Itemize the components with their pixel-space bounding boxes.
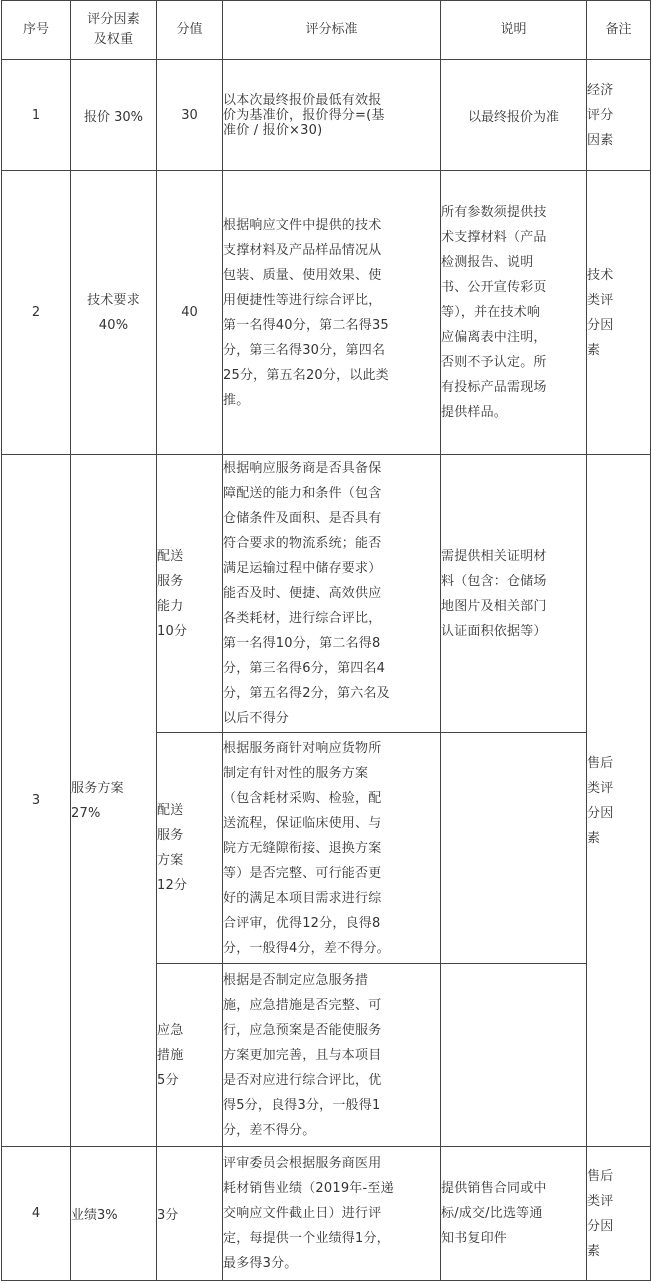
header-factor: 评分因素 及权重 — [71, 1, 157, 60]
row-remark: 技术 类评 分因 素 — [587, 171, 651, 455]
sub-item-explain — [441, 733, 587, 964]
sub-item-criteria: 根据响应服务商是否具备保 障配送的能力和条件（包含 仓储条件及面积、是否具有 符合要求的物流系统；能否 满足运输过程中储存要求） 能否及时、便捷、高效供应 各类耗材，进行综合评比， 第一名得10分，第二名得8 分，第三名得6分，第四名4 分，第五名得2分，第六名及 以后不得分 — [223, 455, 441, 733]
table-row — [2, 1147, 651, 1281]
sub-item-label: 应急 措施 5分 — [157, 964, 223, 1147]
sub-item-label: 配送 服务 方案 12分 — [157, 733, 223, 964]
row-factor: 服务方案 27% — [71, 455, 157, 1147]
sub-item-explain — [441, 964, 587, 1147]
sub-item-criteria: 根据是否制定应急服务措 施，应急措施是否完整、可 行，应急预案是否能使服务 方案更加完善，且与本项目 是否对应进行综合评比，优 得5分，良得3分，一般得1 分，差不得分。 — [223, 964, 441, 1147]
sub-item-label: 配送 服务 能力 10分 — [157, 455, 223, 733]
row-seq: 2 — [2, 171, 71, 455]
row-remark: 经济 评分 因素 — [587, 60, 651, 171]
row-seq: 4 — [2, 1147, 71, 1281]
header-remark: 备注 — [587, 1, 651, 60]
row-explain: 以最终报价为准 — [441, 60, 587, 171]
header-score: 分值 — [157, 1, 223, 60]
row-factor: 业绩3% — [71, 1147, 157, 1281]
table-row — [2, 171, 651, 455]
header-seq: 序号 — [2, 1, 71, 60]
row-criteria: 以本次最终报价最低有效报 价为基准价，报价得分=(基 准价 / 报价×30) — [223, 60, 441, 171]
scoring-table — [1, 0, 651, 1281]
row-seq: 1 — [2, 60, 71, 171]
row-criteria: 根据响应文件中提供的技术 支撑材料及产品样品情况从 包装、质量、使用效果、使 用便捷性等进行综合评比， 第一名得40分，第二名得35 分，第三名得30分，第四名 25分，第五名20分，以此类 推。 — [223, 171, 441, 455]
header-row — [2, 1, 651, 60]
row-factor: 报价 30% — [71, 60, 157, 171]
header-explain: 说明 — [441, 1, 587, 60]
row-factor: 技术要求 40% — [71, 171, 157, 455]
row-criteria: 评审委员会根据服务商医用 耗材销售业绩（2019年-至递 交响应文件截止日）进行评 定，每提供一个业绩得1分， 最多得3分。 — [223, 1147, 441, 1281]
row-explain: 提供销售合同或中 标/成交/比选等通 知书复印件 — [441, 1147, 587, 1281]
row-seq: 3 — [2, 455, 71, 1147]
sub-item-explain: 需提供相关证明材 料（包含：仓储场 地图片及相关部门 认证面积依据等） — [441, 455, 587, 733]
sub-item-criteria: 根据服务商针对响应货物所 制定有针对性的服务方案 （包含耗材采购、检验，配 送流程，保证临床使用、与 院方无缝隙衔接、退换方案 等）是否完整、可行能否更 好的满足本项目需求进行综 合评审，优得12分，良得8 分，一般得4分，差不得分。 — [223, 733, 441, 964]
row-explain: 所有参数须提供技 术支撑材料（产品 检测报告、说明 书、公开宣传彩页 等），并在技术响 应偏离表中注明， 否则不予认定。所 有投标产品需现场 提供样品。 — [441, 171, 587, 455]
row-score: 40 — [157, 171, 223, 455]
row-score: 30 — [157, 60, 223, 171]
table-row — [2, 455, 651, 733]
header-criteria: 评分标准 — [223, 1, 441, 60]
row-remark: 售后 类评 分因 素 — [587, 1147, 651, 1281]
row-remark: 售后 类评 分因 素 — [587, 455, 651, 1147]
row-score: 3分 — [157, 1147, 223, 1281]
table-row — [2, 60, 651, 171]
